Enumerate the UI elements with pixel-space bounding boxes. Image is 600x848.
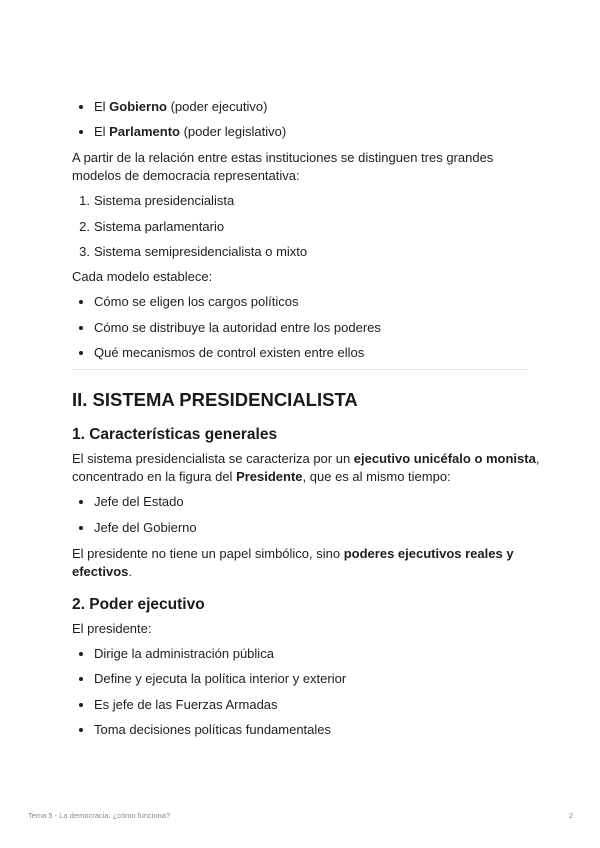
list-item: Dirige la administración pública bbox=[94, 646, 274, 661]
list-item: Jefe del Estado bbox=[94, 494, 184, 509]
list-item: El Parlamento (poder legislativo) bbox=[94, 124, 287, 139]
list-number: 1. bbox=[79, 193, 90, 208]
list-item: Jefe del Gobierno bbox=[94, 520, 197, 535]
list-item: Es jefe de las Fuerzas Armadas bbox=[94, 697, 278, 712]
list-item: Qué mecanismos de control existen entre ellos bbox=[94, 345, 365, 360]
page-number: 2 bbox=[568, 811, 573, 820]
bullet-dot bbox=[79, 300, 83, 304]
subsection-title: 2. Poder ejecutivo bbox=[72, 596, 205, 613]
list-item: El Gobierno (poder ejecutivo) bbox=[94, 99, 268, 114]
bullet-dot bbox=[79, 351, 83, 355]
bullet-dot bbox=[79, 130, 83, 134]
paragraph-line: modelos de democracia representativa: bbox=[72, 168, 300, 183]
section-title: II. SISTEMA PRESIDENCIALISTA bbox=[72, 389, 358, 410]
list-number: 3. bbox=[79, 244, 90, 259]
footer-title: Tema 5 - La democracia: ¿cómo funciona? bbox=[28, 811, 171, 820]
list-number: 2. bbox=[79, 219, 90, 234]
paragraph-line: efectivos. bbox=[72, 564, 132, 579]
paragraph-line: El presidente no tiene un papel simbólico, sino poderes ejecutivos reales y bbox=[72, 546, 514, 561]
list-item: Sistema semipresidencialista o mixto bbox=[94, 244, 308, 259]
section-divider bbox=[72, 369, 528, 370]
paragraph-line: A partir de la relación entre estas instituciones se distinguen tres grandes bbox=[72, 150, 494, 165]
list-item: Cómo se distribuye la autoridad entre los poderes bbox=[94, 320, 381, 335]
list-item: Define y ejecuta la política interior y exterior bbox=[94, 671, 347, 686]
bullet-dot bbox=[79, 703, 83, 707]
list-item: Toma decisiones políticas fundamentales bbox=[94, 722, 332, 737]
bullet-dot bbox=[79, 677, 83, 681]
paragraph-line: Cada modelo establece: bbox=[72, 269, 213, 284]
list-item: Sistema parlamentario bbox=[94, 219, 225, 234]
list-item: Cómo se eligen los cargos políticos bbox=[94, 294, 299, 309]
bullet-dot bbox=[79, 326, 83, 330]
bullet-dot bbox=[79, 105, 83, 109]
bullet-dot bbox=[79, 652, 83, 656]
bullet-dot bbox=[79, 728, 83, 732]
subsection-title: 1. Características generales bbox=[72, 426, 278, 443]
paragraph-line: concentrado en la figura del Presidente, que es al mismo tiempo: bbox=[72, 469, 451, 484]
bullet-dot bbox=[79, 526, 83, 530]
bullet-dot bbox=[79, 500, 83, 504]
list-item: Sistema presidencialista bbox=[94, 193, 235, 208]
paragraph-line: El sistema presidencialista se caracteriza por un ejecutivo unicéfalo o monista, bbox=[72, 451, 540, 466]
paragraph-line: El presidente: bbox=[72, 621, 152, 636]
